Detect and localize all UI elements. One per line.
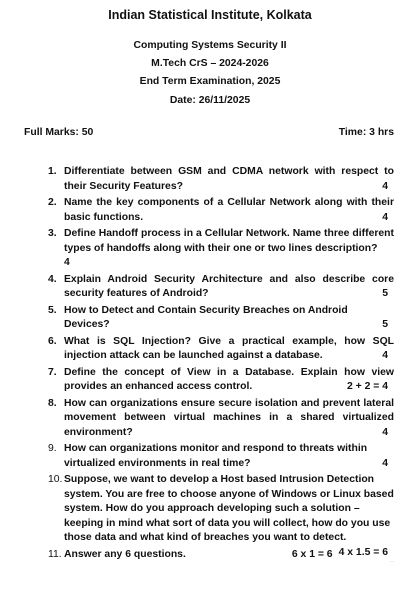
- question-number: 4.: [48, 273, 57, 285]
- question-item: [0, 304, 420, 333]
- scan-mark: ··: [390, 559, 394, 565]
- question-text: Differentiate between GSM and CDMA network with respect to their Security Features?: [64, 166, 394, 192]
- course-title: Computing Systems Security II: [133, 40, 287, 51]
- question-text: How to Detect and Contain Security Breaches on Android Devices?: [64, 304, 348, 330]
- full-marks: Full Marks: 50: [24, 127, 94, 138]
- question-marks: 6 x 1 = 6: [291, 548, 333, 560]
- question-marks: 4: [382, 211, 388, 223]
- question-marks: 4: [382, 350, 388, 361]
- question-number: 3.: [48, 228, 57, 239]
- question-marks: 5: [382, 288, 388, 299]
- question-text: How can organizations monitor and respond to threats within virtualized environments in real time?: [64, 443, 368, 469]
- question-item: [0, 397, 420, 441]
- question-number: 2.: [48, 197, 57, 208]
- question-item: [0, 196, 420, 225]
- question-text: Explain Android Security Architecture and also describe core security features of Android?: [64, 273, 394, 299]
- question-marks: 4: [382, 457, 388, 469]
- question-item: [0, 273, 420, 302]
- question-number: 9.: [48, 443, 57, 454]
- question-item: [0, 442, 420, 471]
- marks-time-row: [24, 127, 394, 138]
- question-marks: 4: [382, 426, 388, 438]
- question-number: 8.: [48, 397, 57, 409]
- question-text: Name the key components of a Cellular Network along with their basic functions.: [64, 197, 394, 223]
- question-marks: 4 x 1.5 = 6: [338, 546, 388, 558]
- question-item: [0, 548, 420, 563]
- exam-name: End Term Examination, 2025: [139, 76, 281, 87]
- question-item: [0, 366, 420, 395]
- question-number: 11.: [48, 548, 62, 560]
- exam-time: Time: 3 hrs: [338, 127, 394, 138]
- institute-name: Indian Statistical Institute, Kolkata: [108, 8, 312, 22]
- question-item: [0, 165, 420, 194]
- question-item: [0, 227, 420, 271]
- question-text: Define Handoff process in a Cellular Network. Name three different types of handoffs along with their one or two lines description?: [64, 228, 394, 254]
- question-marks: 4: [382, 180, 388, 192]
- question-list: [0, 165, 420, 564]
- question-number: 1.: [48, 166, 57, 177]
- question-number: 10.: [48, 474, 63, 485]
- question-marks: 5: [382, 319, 388, 330]
- exam-date: Date: 26/11/2025: [169, 95, 251, 106]
- question-text: What is SQL Injection? Give a practical example, how SQL injection attack can be launched against a database.: [64, 335, 394, 361]
- question-text: Suppose, we want to develop a Host based Intrusion Detection system. You are free to choose anyone of Windows or Linux based system. How do you approach developing such a solution – keeping in mind what sort of data you will collect, how do you use those data and what kind of breaches you want to detect.: [64, 474, 394, 543]
- question-text: Answer any 6 questions.: [64, 548, 186, 560]
- program-name: M.Tech CrS – 2024-2026: [151, 58, 269, 69]
- question-number: 5.: [48, 304, 57, 316]
- question-text: How can organizations ensure secure isolation and prevent lateral movement between virtual machines in a shared virtualized environment?: [64, 397, 394, 438]
- question-item: [0, 335, 420, 364]
- question-number: 7.: [48, 366, 57, 378]
- question-marks: 2 + 2 = 4: [346, 381, 388, 392]
- question-number: 6.: [48, 335, 57, 347]
- question-text: Define the concept of View in a Database. Explain how view provides an enhanced access control.: [64, 366, 394, 392]
- question-marks: 4: [64, 257, 70, 268]
